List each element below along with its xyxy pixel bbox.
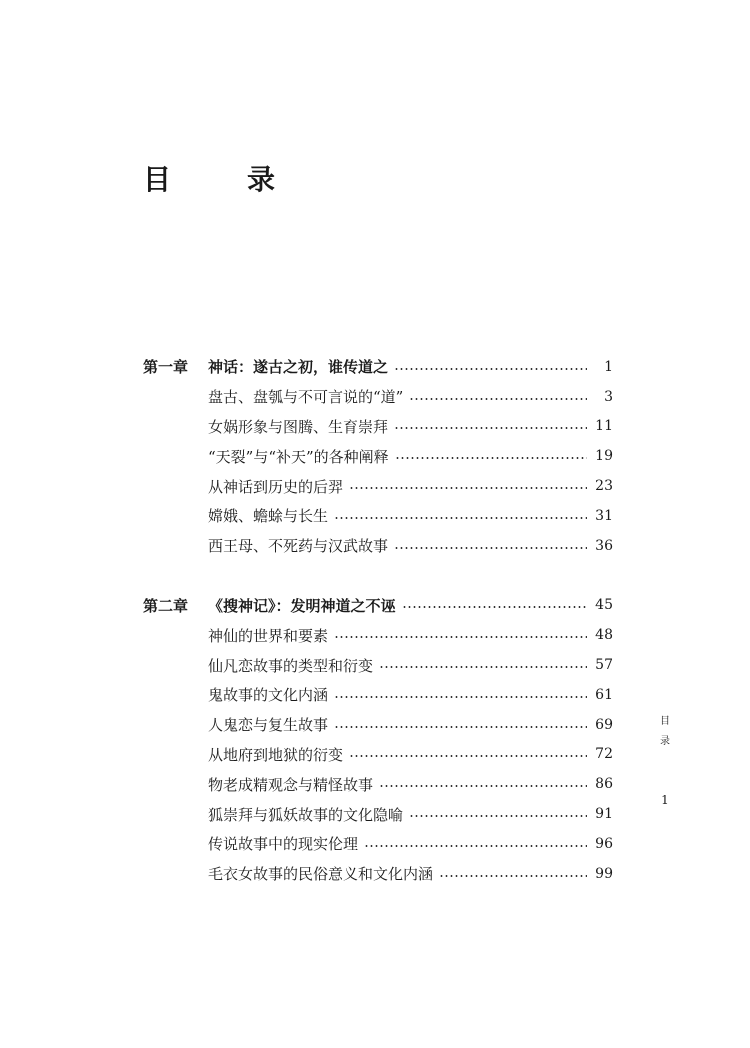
dot-leader [395, 457, 587, 459]
section-title: 盘古、盘瓠与不可言说的“道” [208, 388, 404, 407]
section-title: 神仙的世界和要素 [208, 626, 329, 645]
section-title: 狐崇拜与狐妖故事的文化隐喻 [208, 805, 404, 824]
section-title: “天裂”与“补天”的各种阐释 [208, 447, 389, 466]
page-number: 23 [595, 478, 613, 495]
chapter-1 [143, 352, 613, 561]
page-number: 45 [595, 597, 613, 614]
section-title: 仙凡恋故事的类型和衍变 [208, 656, 374, 675]
dot-leader [379, 785, 587, 787]
section-title: 从地府到地狱的衍变 [208, 745, 344, 764]
dot-leader [334, 636, 587, 638]
section-row[interactable] [143, 680, 613, 710]
page-number: 19 [595, 448, 613, 465]
dot-leader [364, 845, 587, 847]
section-row[interactable] [143, 859, 613, 889]
dot-leader [334, 696, 587, 698]
dot-leader [409, 398, 587, 400]
section-title: 传说故事中的现实伦理 [208, 835, 359, 854]
section-title: 鬼故事的文化内涵 [208, 686, 329, 705]
dot-leader [334, 726, 587, 728]
section-row[interactable] [143, 531, 613, 561]
section-row[interactable] [143, 829, 613, 859]
dot-leader [394, 427, 587, 429]
section-title: 女娲形象与图腾、生育崇拜 [208, 417, 389, 436]
chapter-label: 第二章 [143, 596, 189, 615]
page-number: 86 [595, 776, 613, 793]
section-row[interactable] [143, 382, 613, 412]
page-number: 61 [595, 686, 613, 703]
page-number: 72 [595, 746, 613, 763]
section-title: 物老成精观念与精怪故事 [208, 775, 374, 794]
dot-leader [439, 875, 587, 877]
section-row[interactable] [143, 471, 613, 501]
page-number: 3 [604, 388, 613, 405]
section-row[interactable] [143, 412, 613, 442]
chapter-heading-row[interactable] [143, 591, 613, 621]
section-row[interactable] [143, 441, 613, 471]
chapter-title: 《搜神记》：发明神道之不诬 [208, 596, 396, 615]
section-title: 毛衣女故事的民俗意义和文化内涵 [208, 865, 434, 884]
chapter-title: 神话：遂古之初，谁传道之 [208, 358, 389, 377]
section-row[interactable] [143, 650, 613, 680]
running-header [655, 712, 675, 752]
section-row[interactable] [143, 710, 613, 740]
section-row[interactable] [143, 620, 613, 650]
dot-leader [379, 666, 587, 668]
page-number: 99 [595, 865, 613, 882]
chapter-2 [143, 591, 613, 889]
page-title: 目 录 [143, 163, 300, 196]
page-number: 57 [595, 657, 613, 674]
dot-leader [394, 368, 587, 370]
dot-leader [402, 606, 587, 608]
dot-leader [349, 487, 587, 489]
folio-page-number: 1 [661, 793, 669, 807]
page-number: 31 [595, 507, 613, 524]
section-row[interactable] [143, 740, 613, 770]
page-number: 1 [604, 358, 613, 375]
dot-leader [394, 547, 587, 549]
section-row[interactable] [143, 799, 613, 829]
chapter-label: 第一章 [143, 358, 189, 377]
section-row[interactable] [143, 501, 613, 531]
section-title: 人鬼恋与复生故事 [208, 716, 329, 735]
dot-leader [409, 815, 587, 817]
section-title: 从神话到历史的后羿 [208, 477, 344, 496]
page-number: 11 [595, 418, 613, 435]
running-header-top: 目 [660, 716, 670, 727]
page-number: 36 [595, 537, 613, 554]
running-header-bottom: 录 [660, 736, 670, 747]
chapter-heading-row[interactable] [143, 352, 613, 382]
section-row[interactable] [143, 769, 613, 799]
page-number: 69 [595, 716, 613, 733]
section-title: 西王母、不死药与汉武故事 [208, 537, 389, 556]
page-number: 96 [595, 835, 613, 852]
page-number: 48 [595, 627, 613, 644]
dot-leader [334, 517, 587, 519]
dot-leader [349, 755, 587, 757]
page-number: 91 [595, 806, 613, 823]
table-of-contents [143, 352, 613, 889]
section-title: 嫦娥、蟾蜍与长生 [208, 507, 329, 526]
